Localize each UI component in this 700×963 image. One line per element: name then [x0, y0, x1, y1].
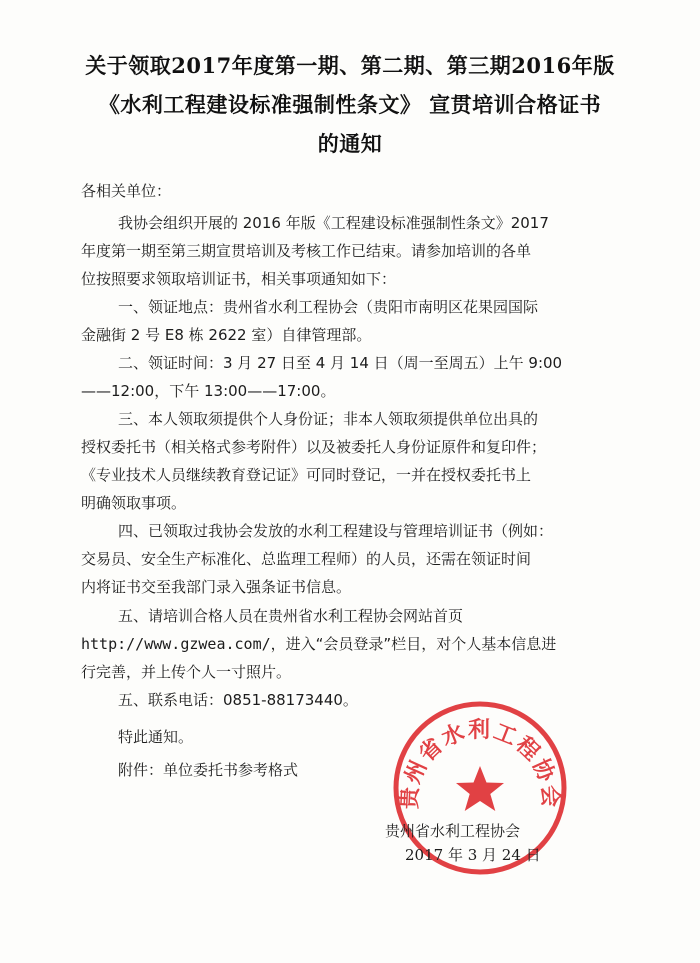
item5-line-2	[81, 634, 556, 654]
item4-line-2: 交易员、安全生产标准化、总监理工程师）的人员，还需在领证时间	[81, 550, 532, 568]
intro-line-1: 我协会组织开展的 2016 年版《工程建设标准强制性条文》2017	[118, 214, 549, 232]
item1-line-2: 金融街 2 号 E8 栋 2622 室）自律管理部。	[81, 326, 372, 344]
title-line-3: 的通知	[317, 131, 383, 156]
item5-line-3: 行完善，并上传个人一寸照片。	[81, 663, 292, 681]
item3-line-3: 《专业技术人员继续教育登记证》可同时登记，一并在授权委托书上	[81, 466, 532, 484]
intro-line-2: 年度第一期至第三期宣贯培训及考核工作已结束。请参加培训的各单	[81, 242, 532, 260]
salutation: 各相关单位：	[81, 182, 172, 200]
attachment-note: 附件：单位委托书参考格式	[118, 761, 299, 779]
item1-line-1: 一、领证地点：贵州省水利工程协会（贵阳市南明区花果园国际	[118, 298, 539, 316]
item4-line-1: 四、已领取过我协会发放的水利工程建设与管理培训证书（例如：	[118, 522, 554, 540]
seal-star-icon	[456, 766, 504, 811]
seal-text: 贵州省水利工程协会	[396, 717, 564, 810]
intro-line-3: 位按照要求领取培训证书，相关事项通知如下：	[81, 270, 397, 288]
title-line-1: 关于领取2017年度第一期、第二期、第三期2016年版	[85, 53, 615, 78]
website-link[interactable]: http://www.gzwea.com/	[81, 635, 271, 653]
item3-line-1: 三、本人领取须提供个人身份证；非本人领取须提供单位出具的	[118, 410, 539, 428]
item5-line-2-rest: ，进入“会员登录”栏目，对个人基本信息进	[270, 635, 557, 653]
contact-phone: 五、联系电话：0851-88173440。	[118, 691, 358, 709]
closing-remark: 特此通知。	[118, 728, 194, 746]
item3-line-4: 明确领取事项。	[81, 494, 187, 512]
item2-line-1: 二、领证时间：3 月 27 日至 4 月 14 日（周一至周五）上午 9:00	[118, 354, 563, 372]
item2-line-2: ——12:00，下午 13:00——17:00。	[81, 382, 336, 400]
item5-line-1: 五、请培训合格人员在贵州省水利工程协会网站首页	[118, 607, 464, 625]
title-line-2: 《水利工程建设标准强制性条文》 宣贯培训合格证书	[98, 92, 602, 117]
item4-line-3: 内将证书交至我部门录入强条证书信息。	[81, 578, 352, 596]
signature-date: 2017 年 3 月 24 日	[405, 846, 541, 864]
item3-line-2: 授权委托书（相关格式参考附件）以及被委托人身份证原件和复印件；	[81, 438, 547, 456]
signature-organization: 贵州省水利工程协会	[385, 822, 521, 840]
